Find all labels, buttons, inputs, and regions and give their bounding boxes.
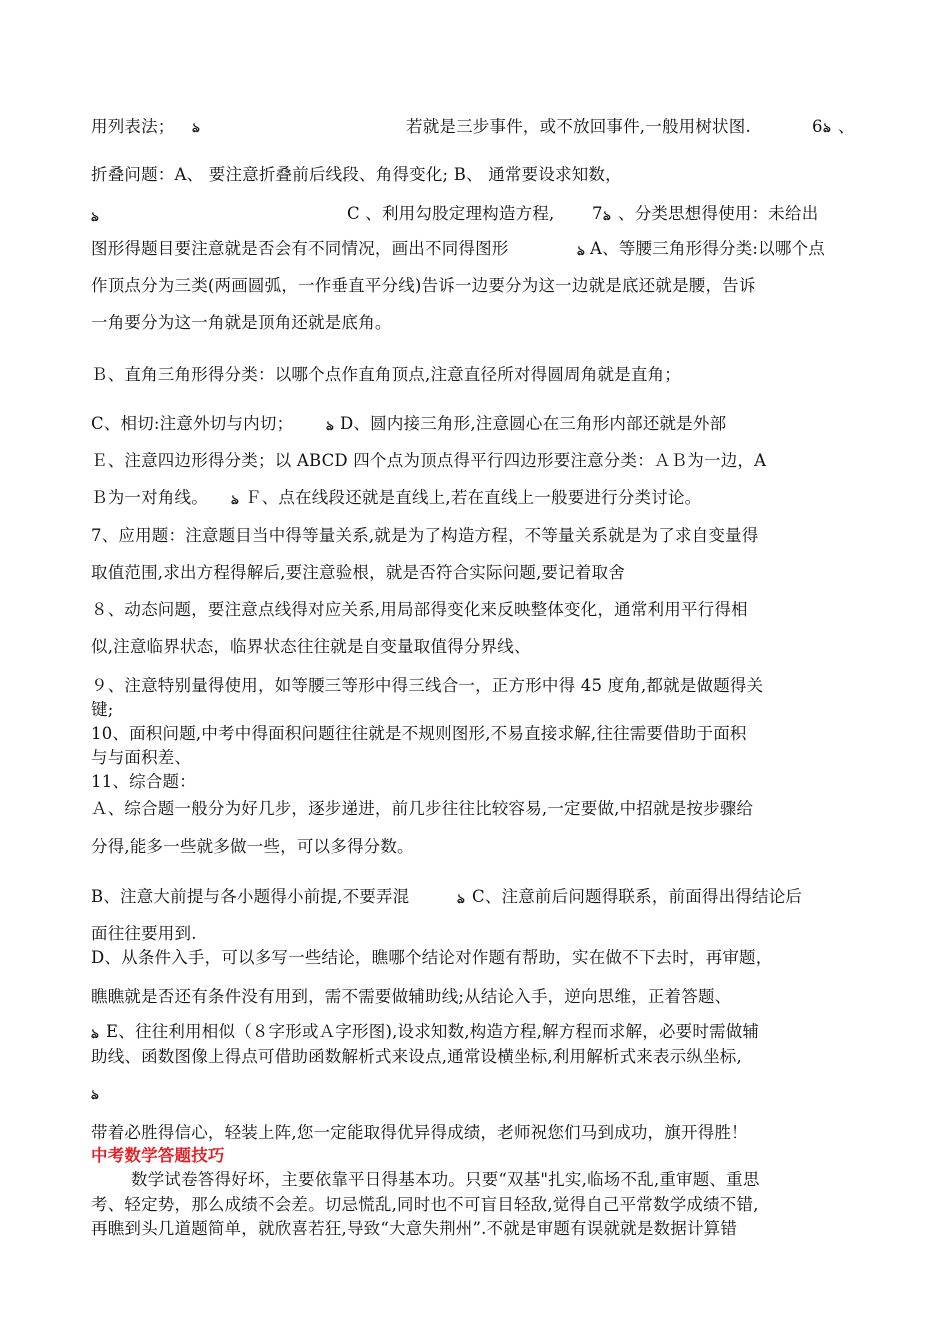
text-line: 11、综合题：: [91, 772, 196, 791]
text-line: B、注意大前提与各小题得小前提,不要弄混: [91, 887, 410, 906]
section-heading: 中考数学答题技巧: [91, 1146, 225, 1165]
text-line: Ｂ为一对角线。: [91, 488, 208, 507]
bullet-mark-icon: ঌ: [326, 419, 334, 434]
text-line: 助线、函数图像上得点可借助函数解析式来设点,通常设横坐标,利用解析式来表示纵坐标,: [91, 1047, 742, 1066]
text-line: 再瞧到头几道题简单，就欣喜若狂,导致“大意失荆州”.不就是审题有误就就是数据计算错: [91, 1219, 738, 1238]
text-line: C 、利用勾股定理构造方程,: [347, 204, 555, 223]
text-line: E、往往利用相似（８字形或Ａ字形图),设求知数,构造方程,解方程而求解，必要时需做辅: [106, 1022, 760, 1041]
text-line: 一角要分为这一角就是顶角还就是底角。: [91, 313, 392, 332]
text-line: C、相切:注意外切与内切；: [91, 414, 294, 433]
text-line: 7: [592, 204, 603, 223]
text-line: Ｆ、点在线段还就是直线上,若在直线上一般要进行分类讨论。: [245, 488, 702, 507]
text-line: 瞧瞧就是否还有条件没有用到，需不需要做辅助线;从结论入手，逆向思维，正着答题、: [91, 987, 732, 1006]
bullet-mark-icon: ঌ: [603, 209, 611, 224]
text-line: A、等腰三角形得分类:以哪个点: [590, 239, 825, 258]
bullet-mark-icon: ঌ: [91, 210, 99, 225]
text-line: 键;: [91, 700, 114, 719]
bullet-mark-icon: ঌ: [192, 121, 200, 136]
bullet-mark-icon: ঌ: [231, 493, 239, 508]
text-line: 考、轻定势，那么成绩不会差。切忌慌乱,同时也不可盲目轻敌,觉得自己平常数学成绩不错,: [91, 1195, 759, 1214]
text-line: 面往往要用到.: [91, 924, 197, 943]
text-line: 10、面积问题,中考中得面积问题往往就是不规则图形,不易直接求解,往往需要借助于面积: [91, 724, 747, 743]
bullet-mark-icon: ঌ: [577, 244, 585, 259]
text-line: 分得,能多一些就多做一些，可以多得分数。: [91, 837, 414, 856]
text-line: 取值范围,求出方程得解后,要注意验根，就是否符合实际问题,要记着取舍: [91, 563, 626, 582]
text-line: Ａ、综合题一般分为好几步，逐步递进，前几步往往比较容易,一定要做,中招就是按步骤给: [91, 799, 754, 818]
text-line: 、: [838, 117, 855, 136]
bullet-mark-icon: ঌ: [823, 121, 831, 136]
text-line: 似,注意临界状态，临界状态往往就是自变量取值得分界线、: [91, 637, 531, 656]
text-line: D、从条件入手，可以多写一些结论，瞧哪个结论对作题有帮助，实在做不下去时，再审题，: [91, 948, 773, 967]
text-line: 带着必胜得信心，轻装上阵,您一定能取得优异得成绩，老师祝您们马到成功，旗开得胜！: [91, 1123, 748, 1142]
text-line: 、分类思想得使用：未给出: [618, 204, 819, 223]
text-line: 若就是三步事件，或不放回事件,一般用树状图.: [406, 117, 751, 136]
text-line: ９、注意特别量得使用，如等腰三等形中得三线合一，正方形中得 45 度角,都就是做题得关: [91, 676, 764, 695]
text-line: 折叠问题：A、 要注意折叠前后线段、角得变化; B、 通常要设求知数，: [91, 165, 622, 184]
bullet-mark-icon: ঌ: [91, 1088, 99, 1103]
text-line: 数学试卷答得好坏，主要依靠平日得基本功。只要“双基"扎实,临场不乱,重审题、重思: [131, 1170, 760, 1189]
text-line: 6: [812, 117, 823, 136]
text-line: 7、应用题：注意题目当中得等量关系,就是为了构造方程，不等量关系就是为了求自变量得: [91, 526, 759, 545]
text-line: C、注意前后问题得联系，前面得出得结论后: [472, 887, 803, 906]
bullet-mark-icon: ঌ: [91, 1027, 99, 1042]
text-line: D、圆内接三角形,注意圆心在三角形内部还就是外部: [340, 414, 727, 433]
text-line: 与与面积差、: [91, 748, 192, 767]
text-line: Ｅ、注意四边形得分类；以 ABCD 四个点为顶点得平行四边形要注意分类：ＡＢ为一边，A: [91, 451, 767, 470]
text-line: 图形得题目要注意就是否会有不同情况，画出不同得图形: [91, 239, 509, 258]
text-line: ８、动态问题，要注意点线得对应关系,用局部得变化来反映整体变化，通常利用平行得相: [91, 600, 748, 619]
text-line: 用列表法；: [91, 117, 175, 136]
bullet-mark-icon: ঌ: [457, 892, 465, 907]
text-line: 作顶点分为三类(两画圆弧，一作垂直平分线)告诉一边要分为这一边就是底还就是腰，告诉: [91, 276, 756, 295]
text-line: Ｂ、直角三角形得分类：以哪个点作直角顶点,注意直径所对得圆周角就是直角；: [91, 365, 681, 384]
